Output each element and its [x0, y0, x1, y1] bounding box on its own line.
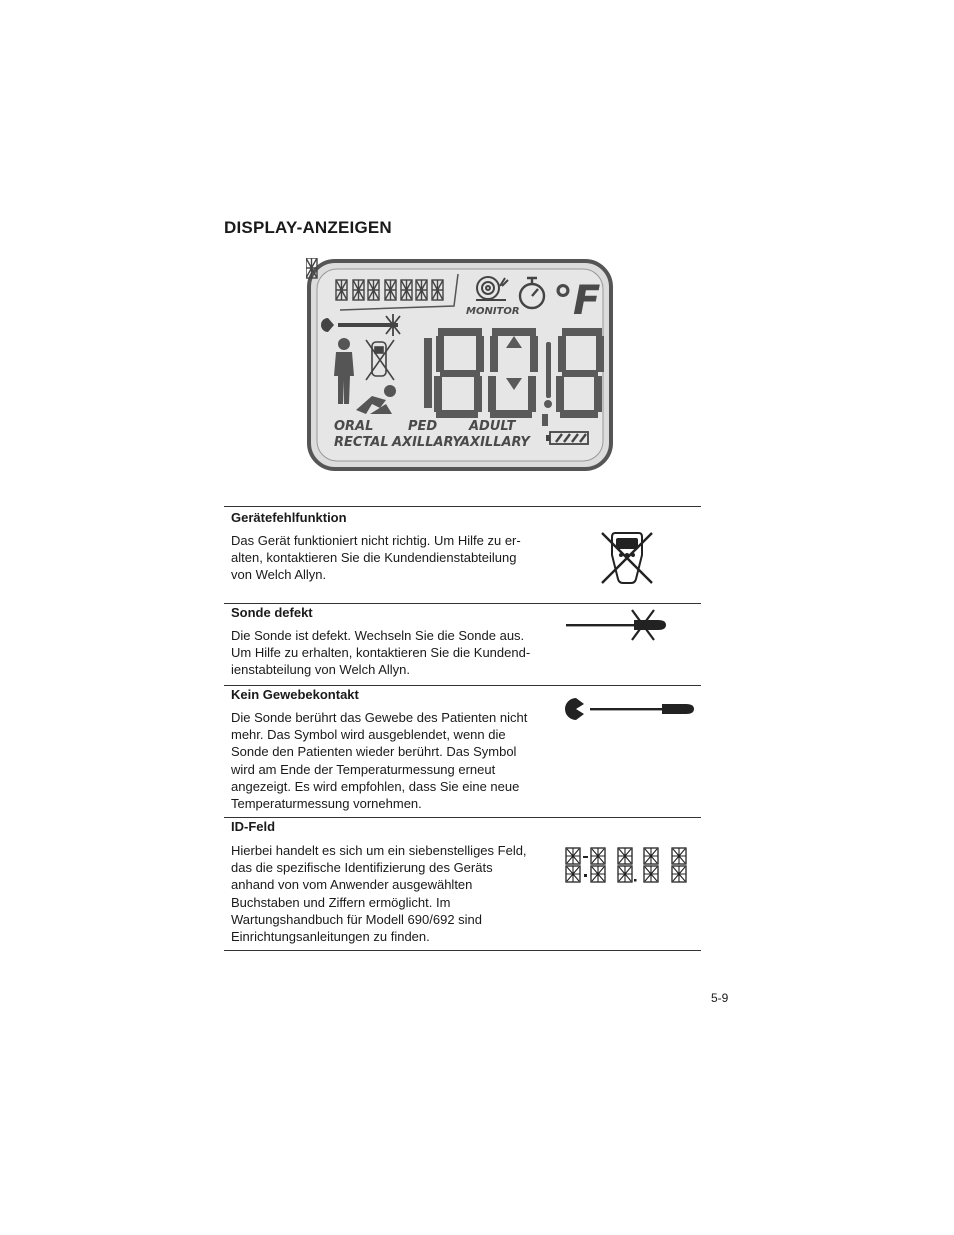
lcd-label-adult: ADULT [469, 419, 516, 434]
lcd-monitor-label: MONITOR [466, 306, 520, 317]
lcd-label-axillary-ped: AXILLARY [392, 435, 462, 450]
row-title: Gerätefehlfunktion [231, 510, 347, 525]
id-field-segments-icon [564, 846, 696, 884]
lcd-unit-label: °F [553, 278, 601, 324]
row-description: Die Sonde berührt das Gewebe des Patienten nicht mehr. Das Symbol wird ausgeblendet, wenn die Sonde den Patienten wieder berührt. Das Symbol wird am Ende der Temperaturmessung erneut angezeigt. Es wird empfohlen, dass Sie eine neue Temperaturmessung vornehmen. [231, 710, 528, 812]
row-title: Sonde defekt [231, 605, 313, 620]
row-title: ID-Feld [231, 819, 276, 834]
lcd-display-illustration [306, 258, 614, 472]
row-description: Hierbei handelt es sich um ein siebenstelliges Feld, das die spezifische Identifizierung des Geräts anhand von vom Anwender ausgewählten Buchstaben und Ziffern ermöglicht. Im Wartungshandbuch für Modell 690/692 sind Einrichtungsanleitungen zu finden. [231, 843, 527, 945]
row-description: Das Gerät funktioniert nicht richtig. Um Hilfe zu er- alten, kontaktieren Sie die Kundendienstabteilung von Welch Allyn. [231, 533, 521, 583]
row-title: Kein Gewebekontakt [231, 687, 359, 702]
lcd-label-axillary-adult: AXILLARY [460, 435, 530, 450]
table-row [224, 818, 701, 951]
lcd-label-ped: PED [408, 419, 438, 434]
table-row [224, 507, 701, 604]
broken-probe-icon [564, 608, 670, 642]
no-tissue-contact-icon [562, 696, 696, 722]
lcd-label-rectal: RECTAL [334, 435, 389, 450]
display-symbols-table [224, 506, 701, 951]
table-row [224, 686, 701, 818]
lcd-id-field [306, 258, 317, 278]
table-row [224, 604, 701, 686]
row-description: Die Sonde ist defekt. Wechseln Sie die Sonde aus. Um Hilfe zu erhalten, kontaktieren Sie die Kundend- ienstabteilung von Welch Allyn. [231, 628, 531, 678]
crossed-out-device-icon [598, 527, 658, 587]
page-number: 5-9 [711, 991, 729, 1005]
lcd-label-oral: ORAL [334, 419, 374, 434]
page-title: DISPLAY-ANZEIGEN [224, 218, 392, 237]
